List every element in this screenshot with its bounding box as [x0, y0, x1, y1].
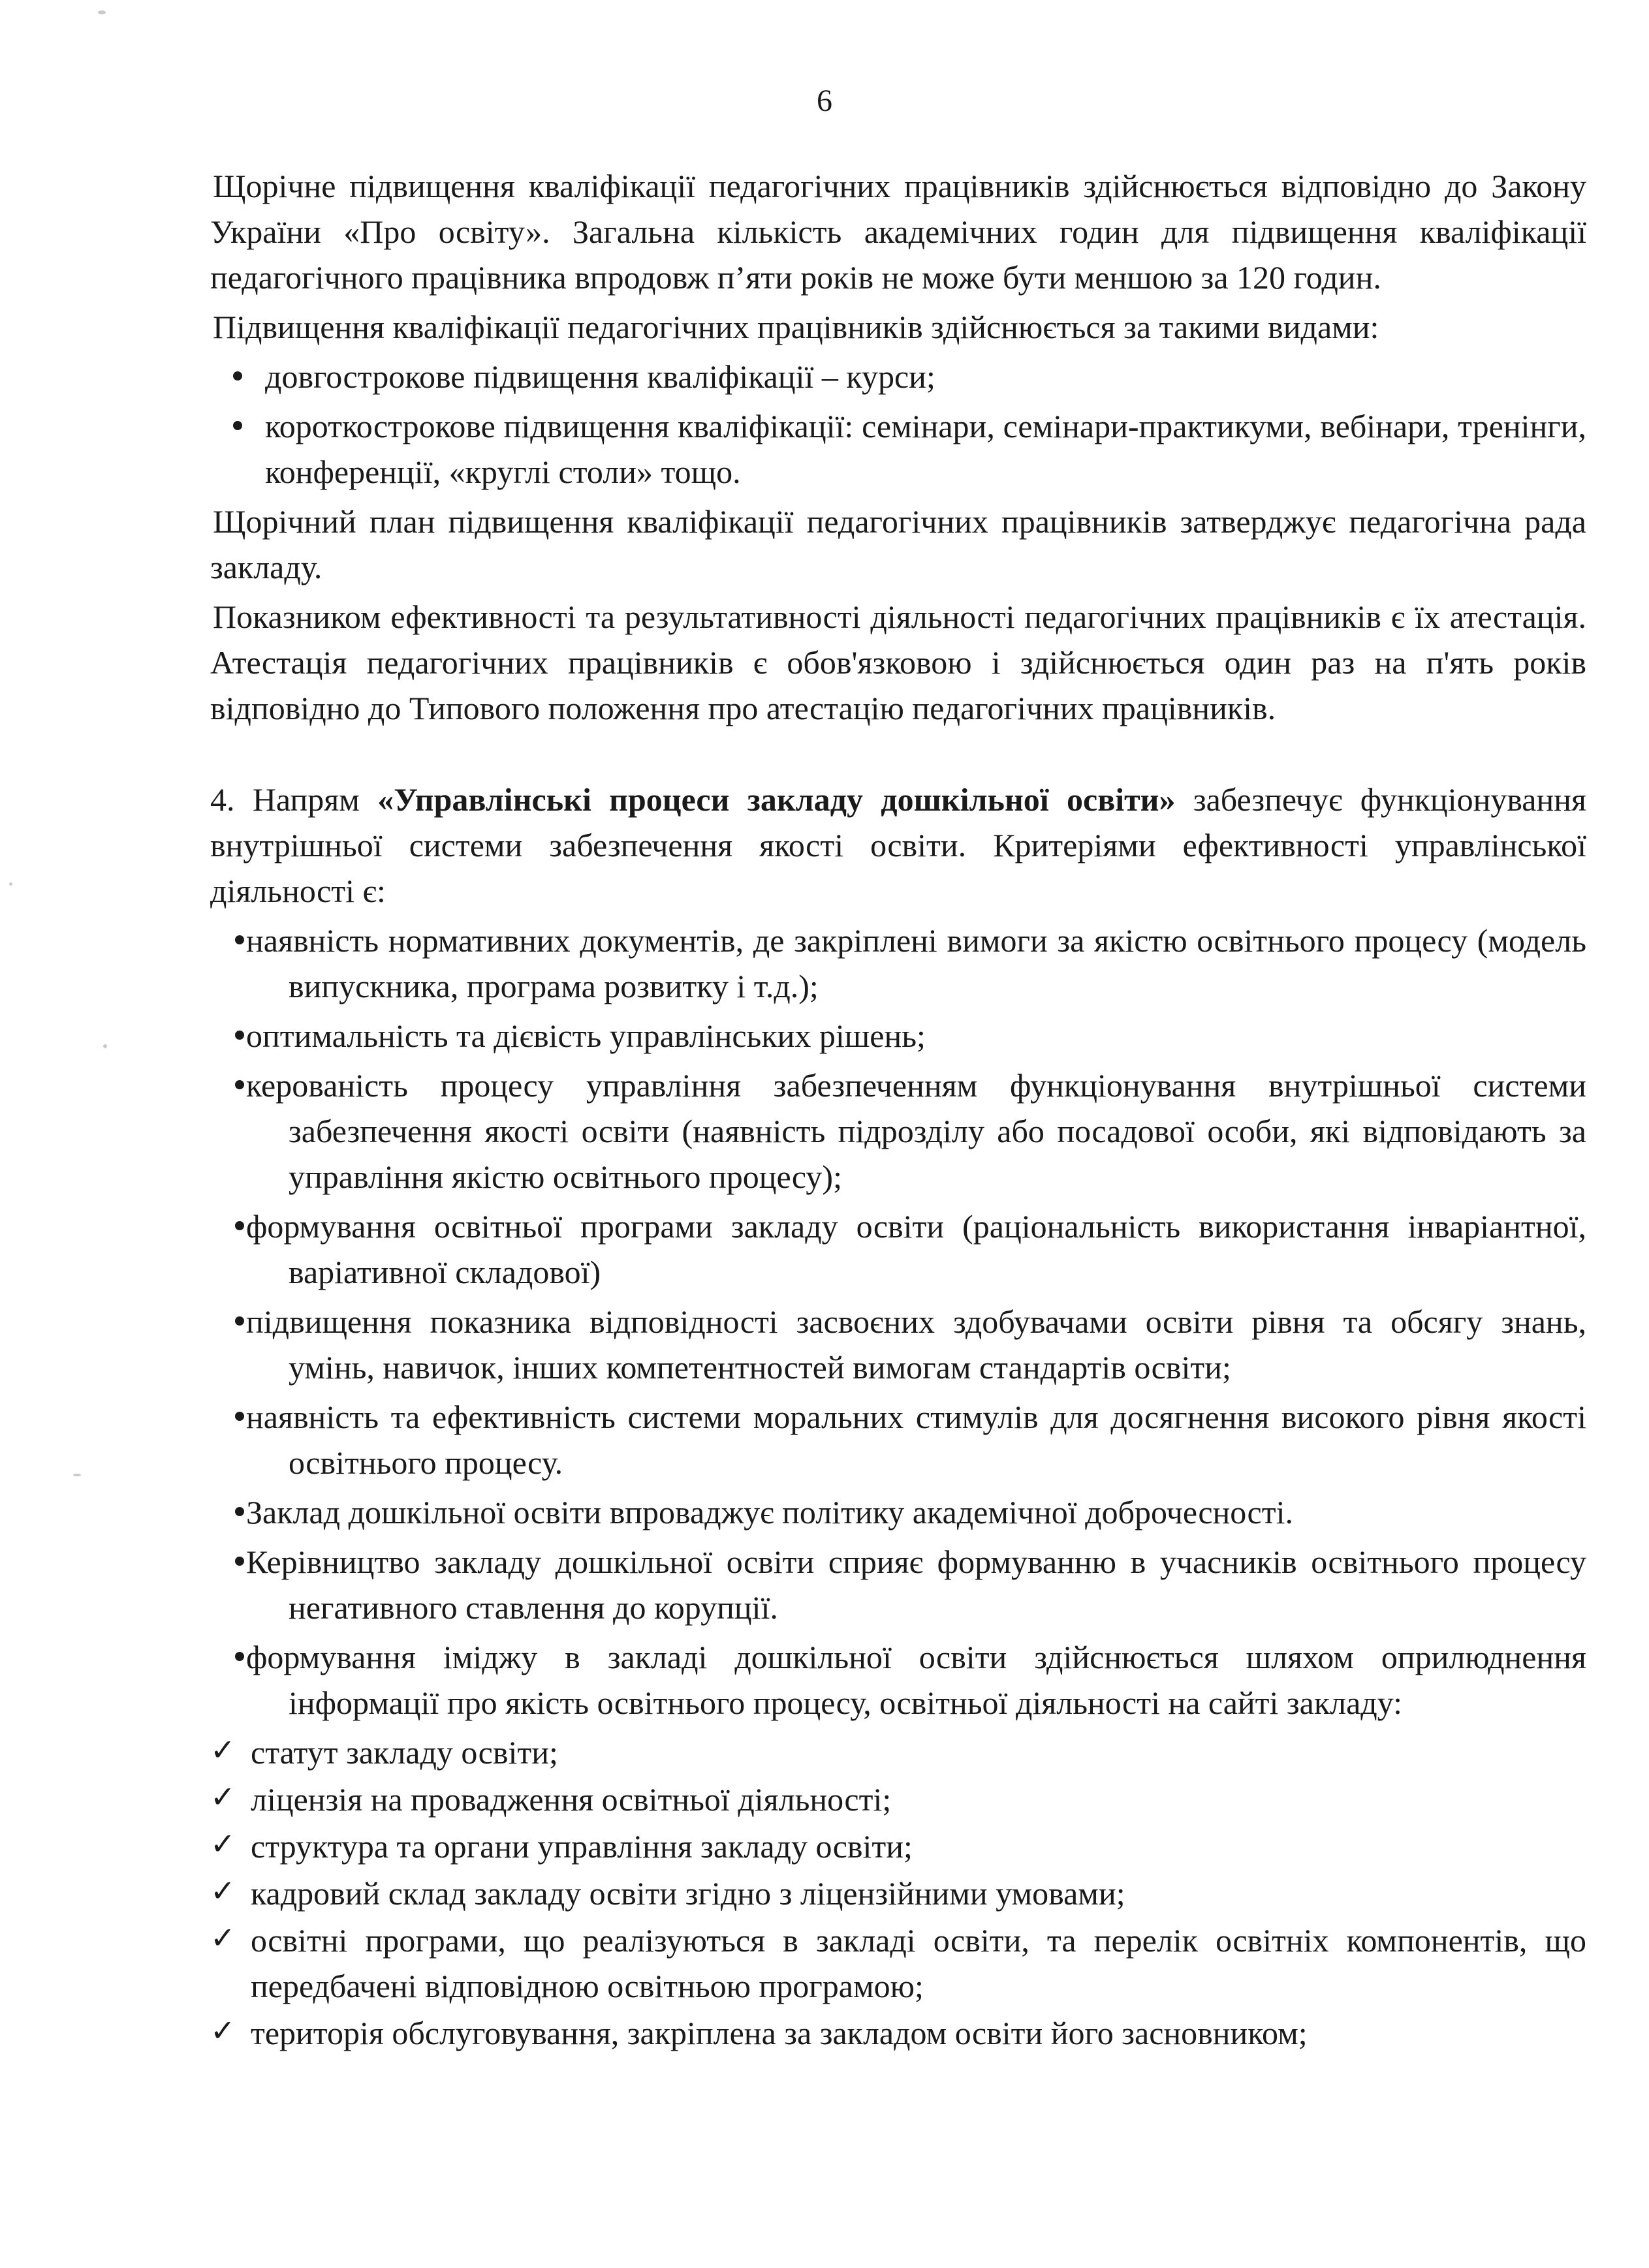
list-item-text: структура та органи управління закладу освіти; — [251, 1828, 913, 1865]
management-criteria-list — [210, 918, 1586, 1726]
paragraph-management-intro — [210, 777, 1586, 914]
list-item: керованість процесу управління забезпеченням функціонування внутрішньої системи забезпечення якості освіти (наявність підрозділу або посадової особи, які відповідають за управління якістю освітнього процесу); — [227, 1063, 1586, 1200]
list-item — [210, 1730, 1586, 1775]
qualification-types-list — [210, 354, 1586, 495]
list-item: Керівництво закладу дошкільної освіти сприяє формуванню в учасників освітнього процесу негативного ставлення до корупції. — [227, 1539, 1586, 1630]
check-icon: ✓ — [210, 1826, 236, 1861]
website-info-list — [210, 1730, 1586, 2056]
check-icon: ✓ — [210, 1873, 236, 1908]
scan-speck — [9, 882, 12, 886]
list-item: наявність та ефективність системи моральних стимулів для досягнення високого рівня якості освітнього процесу. — [227, 1394, 1586, 1485]
list-item: формування освітньої програми закладу освіти (раціональність використання інваріантної, варіативної складової) — [227, 1204, 1586, 1295]
list-item-text: кадровий склад закладу освіти згідно з ліцензійними умовами; — [251, 1875, 1125, 1912]
list-item — [210, 1824, 1586, 1869]
list-item: підвищення показника відповідності засвоєних здобувачами освіти рівня та обсягу знань, умінь, навичок, інших компетентностей вимогам стандартів освіти; — [227, 1299, 1586, 1390]
paragraph-annual-plan: Щорічний план підвищення кваліфікації педагогічних працівників затверджує педагогічна рада закладу. — [210, 503, 1586, 585]
section-heading: «Управлінські процеси закладу дошкільної освіти» — [377, 781, 1176, 818]
list-item: наявність нормативних документів, де закріплені вимоги за якістю освітнього процесу (модель випускника, програма розвитку і т.д.); — [227, 918, 1586, 1009]
list-item: оптимальність та дієвість управлінських рішень; — [227, 1013, 1586, 1059]
section-prefix: 4. Напрям — [210, 781, 378, 818]
list-item: Заклад дошкільної освіти впроваджує політику академічної доброчесності. — [227, 1489, 1586, 1535]
document-body — [210, 163, 1586, 2057]
list-item-text: статут закладу освіти; — [251, 1734, 558, 1771]
list-item-text: освітні програми, що реалізуються в закладі освіти, та перелік освітніх компонентів, що передбачені відповідною освітньою програмою; — [251, 1922, 1586, 2004]
page-number: 6 — [817, 84, 832, 118]
paragraph-qualification-annual: Щорічне підвищення кваліфікації педагогічних працівників здійснюється відповідно до Закону України «Про освіту». Загальна кількість академічних годин для підвищення кваліфікації педагогічного працівника впродовж п’яти років не може бути меншою за 120 годин. — [210, 168, 1586, 296]
list-item — [210, 1777, 1586, 1822]
check-icon: ✓ — [210, 1920, 236, 1955]
paragraph-qualification-types: Підвищення кваліфікації педагогічних працівників здійснюється за такими видами: — [213, 309, 1379, 345]
check-icon: ✓ — [210, 2013, 236, 2048]
check-icon: ✓ — [210, 1779, 236, 1814]
list-item: довгострокове підвищення кваліфікації – курси; — [224, 354, 1586, 399]
list-item: формування іміджу в закладі дошкільної освіти здійснюється шляхом оприлюднення інформації про якість освітнього процесу, освітньої діяльності на сайті закладу: — [227, 1634, 1586, 1726]
list-item: короткострокове підвищення кваліфікації: семінари, семінари-практикуми, вебінари, тренінги, конференції, «круглі столи» тощо. — [224, 403, 1586, 495]
scan-speck — [73, 1474, 81, 1476]
list-item-text: територія обслуговування, закріплена за закладом освіти його засновником; — [251, 2015, 1308, 2051]
list-item — [210, 1918, 1586, 2009]
scan-speck — [103, 1044, 107, 1048]
paragraph-attestation: Показником ефективності та результативності діяльності педагогічних працівників є їх атестація. Атестація педагогічних працівників є обов'язковою і здійснюється один раз на п'ять років відповідно до Типового положення про атестацію педагогічних працівників. — [210, 598, 1586, 726]
list-item — [210, 2010, 1586, 2056]
section-intro-text: забезпечує функціонування внутрішньої системи забезпечення якості освіти. Критеріями ефективності управлінської діяльності є: — [210, 781, 1586, 909]
list-item-text: ліцензія на провадження освітньої діяльності; — [251, 1781, 892, 1818]
check-icon: ✓ — [210, 1732, 236, 1767]
scan-speck — [98, 10, 106, 14]
list-item — [210, 1871, 1586, 1916]
